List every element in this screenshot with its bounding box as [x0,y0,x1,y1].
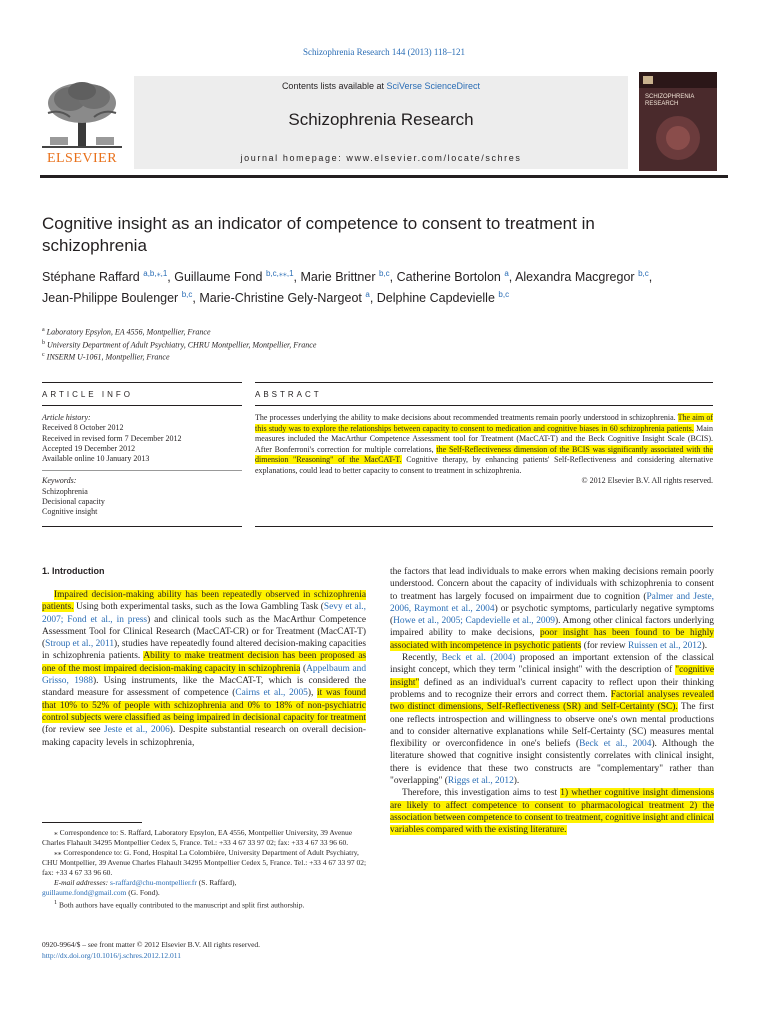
intro-right-column [390,566,714,837]
journal-title: Schizophrenia Research [288,110,474,129]
text-span: The first one reflects introspection and willingness to observe one's own mental productions and to consider alternative explanations while Self-Certainty (SC) measures mental flexibility or overconfidence in one's beliefs ( [390,702,714,750]
cover-title: SCHIZOPHRENIA RESEARCH [645,94,695,107]
journal-header-band [134,76,628,169]
equal-contribution-footnote: $^1$ Both authors have equally contributed to the manuscript and split first authorship. [54,899,305,910]
copyright-notice: © 2012 Elsevier B.V. All rights reserved. [581,476,713,485]
text-span: ). Although the literature showed that cognitive insight consistently correlates with clinical insight, there is evidence that these two constructs are "complementary" rather than "overlapping" ( [390,739,714,787]
footnote-text: Correspondence to: G. Fond, Hospital La Colombière, University Department of Adult Psychiatry, CHU Montpellier, 39 Avenue Charles Flahault 34295 Montpellier Cedex 5, France. Tel.: +33 4 67 33 97 02; fax: +33 4 67 33 96 60. [42,848,367,877]
keyword-item: Schizophrenia [42,486,88,496]
abstract-rule [255,382,713,383]
text-span: ). Among other clinical factors underlying impaired ability to make decisions, [390,616,714,639]
affiliation-list [42,325,682,363]
header-rule [40,175,728,178]
text-span: ). Despite substantial research on overall decision-making capacity levels in schizophrenia, [42,725,366,748]
info-rule-2 [42,405,242,406]
author-affiliation-marks[interactable]: a,b,⁎,1 [143,269,168,278]
affiliation-text: Laboratory Epsylon, EA 4556, Montpellier, France [46,327,211,337]
text-span: Main measures included the MacArthur Competence Assessment tool for Treatment (MacCAT-T) and the Beck Cognitive Insight Scale (BCIS). After Bonferroni's correction for multiple correlations, [255,423,713,454]
text-span: (for review [581,640,628,651]
citation-link[interactable]: Beck et al., 2004 [579,739,652,750]
correspondence-footnote [42,848,370,878]
text-span: ). [513,776,520,787]
intro-paragraph-3 [390,652,714,787]
info-rule [42,382,242,383]
history-item: Received 8 October 2012 [42,423,124,433]
author-affiliation-marks[interactable]: b,c [498,290,510,300]
history-list [42,423,242,464]
citation-link[interactable]: Palmer and Jeste, 2006, Raymont et al., 2004 [390,591,714,614]
author-name: Marie-Christine Gely-Nargeot [199,291,362,306]
elsevier-logo [40,79,124,167]
footnote-mark: ⁎ [54,828,58,837]
footnote-text: Correspondence to: S. Raffard, Laboratory Epsylon, EA 4556, Montpellier University, 39 Avenue Charles Flahault 34295 Montpellier Cedex 5, France. Tel.: +33 4 67 33 97 02; fax: +33 4 67 33 96 60. [42,828,353,847]
highlighted-text: poor insight has been found to be highly associated with incompetence in psychotic patients [390,628,714,651]
info-divider [42,470,242,471]
intro-paragraph-2 [390,566,714,652]
author-name: Delphine Capdevielle [376,291,495,306]
affiliation-line [42,350,682,363]
intro-paragraph-1 [42,589,366,749]
text-span: ). Using instruments, like the MacCAT-T, which is considered the standard measure for assessment of competence ( [42,676,366,699]
affiliation-line [42,338,682,351]
correspondence-footnotes [42,828,370,878]
text-span: the factors that lead individuals to make errors when making decisions remain poorly understood. Concern about the capacity of individuals with schizophrenia to consent to treatment has largely focused on impairment due to cognition ( [390,567,714,602]
info-bottom-rule [42,526,242,527]
author-name: Jean-Philippe Boulenger [42,291,179,306]
elsevier-wordmark: ELSEVIER [46,151,118,166]
text-span: Using both experimental tasks, such as the Iowa Gambling Task ( [73,602,324,613]
author-affiliation-marks[interactable]: b,c [638,269,649,278]
author-affiliation-marks[interactable]: a [504,269,509,278]
keyword-list [42,487,242,518]
text-span: defined as an individual's current capacity to reflect upon their thinking problems and to recognize their errors and correct them. [390,677,714,700]
citation-link[interactable]: Appelbaum and Grisso, 1988 [42,663,367,687]
page-footer [42,940,370,961]
citation-link[interactable]: Riggs et al., 2012 [447,776,514,787]
abstract-bottom-rule [255,526,713,527]
text-span: ) or psychotic symptoms, particularly negative symptoms ( [390,603,715,627]
affiliation-line [42,325,682,338]
highlighted-text: "cognitive insight" [390,665,714,688]
contents-line: Contents lists available at SciVerse ScienceDirect [281,81,481,91]
correspondence-footnote [42,828,370,848]
citation-link[interactable]: Ruissen et al., 2012 [627,640,702,651]
abstract-heading: ABSTRACT [255,390,322,399]
section-heading-introduction: 1. Introduction [42,566,105,576]
abstract-text [255,413,713,487]
history-item: Accepted 19 December 2012 [42,443,136,453]
text-span: The processes underlying the ability to make decisions about recommended treatments remain poorly understood in schizophrenia. [255,413,678,422]
email-link-raffard[interactable]: s-raffard@chu-montpellier.fr [109,878,197,887]
citation-link[interactable]: Cairns et al., 2005 [235,688,308,699]
citation-link[interactable]: Jeste et al., 2006 [104,725,170,736]
cover-art-icon [639,72,717,171]
abstract-body [255,413,713,476]
affiliation-text: INSERM U-1061, Montpellier, France [46,352,170,362]
author-name: Guillaume Fond [174,270,263,285]
issn-line: 0920-9964/$ – see front matter © 2012 Elsevier B.V. All rights reserved. [42,940,261,949]
history-item: Available online 10 January 2013 [42,454,150,464]
citation-link[interactable]: Sevy et al., 2007; Fond et al., in press [42,602,366,625]
highlighted-text: it was found that 10% to 52% of people with schizophrenia and 0% to 18% of non-psychiatric control subjects were classified as being impaired in decisional capacity for treatment [42,688,366,723]
text-span: proposed an important extension of the classical insight concept, which they term "clinical insight" with the description of [390,653,714,676]
author-name: Catherine Bortolon [396,270,501,285]
highlighted-text: the Self-Reflectiveness dimension of the BCIS was significantly associated with the dimension "Reasoning" of the MacCAT-T. [255,444,713,464]
intro-paragraph-4 [390,787,714,836]
text-span: Therefore, this investigation aims to test [402,788,561,799]
citation-link[interactable]: Howe et al., 2005; Capdevielle et al., 2009 [393,616,555,627]
author-name: Stéphane Raffard [42,270,140,285]
email-link-fond[interactable]: guillaume.fond@gmail.com [42,888,127,897]
highlighted-text: Factorial analyses revealed two distinct dimensions, Self-Reflectiveness (SR) and Self-Certainty (SC). [390,689,714,713]
keyword-item: Decisional capacity [42,497,105,507]
text-span: ) and clinical tools such as the MacArthur Competence Assessment Tool for Clinical Research (MacCAT-CR) or for Treatment (MacCAT-T) ( [42,614,367,650]
sciencedirect-link[interactable]: SciVerse ScienceDirect [386,81,481,91]
author-affiliation-marks[interactable]: b,c,⁎⁎,1 [265,269,294,278]
text-span: ), [307,688,317,699]
citation-link[interactable]: Stroup et al., 2011 [45,639,115,650]
author-name: Alexandra Macgregor [515,270,635,285]
footnote-rule [42,822,142,823]
affiliation-text: University Department of Adult Psychiatry, CHRU Montpellier, Montpellier, France [47,340,317,350]
text-span: (for review see [42,725,105,736]
text-span: ), studies have repeatedly found altered decision-making capacities in schizophrenia patients. [42,639,367,662]
author-affiliation-marks[interactable]: b,c [379,269,390,278]
journal-citation[interactable]: Schizophrenia Research 144 (2013) 118–121 [302,47,466,57]
author-list: Stéphane Raffard $^{a,b,⁎,1}$, Guillaume Fond $^{b,c,⁎⁎,1}$, Marie Brittner $^{b,c}$, Catherine Bortolon $^a$, Alexandra Macgregor $^{b,c}$, Jean-Philippe Boulenger $^{b,c}$, Marie-Christine Gely-Nargeot $^a$, Delphine Capdevielle $^{b,c}$ [42,269,653,306]
citation-link[interactable]: Beck et al. (2004) [441,653,516,664]
author-affiliation-marks[interactable]: a [365,290,370,300]
footnote-mark: ⁎⁎ [54,848,62,857]
text-span: ( [300,663,307,674]
elsevier-tree-icon [40,79,124,149]
article-info [42,413,242,518]
keyword-item: Cognitive insight [42,507,98,517]
journal-homepage[interactable]: journal homepage: www.elsevier.com/locate/schres [240,153,522,163]
highlighted-text: The aim of this study was to explore the relationships between capacity to consent to medication and cognitive biases in 60 schizophrenia patients. [255,413,713,433]
author-affiliation-marks[interactable]: b,c [181,290,193,300]
text-span: Recently, [402,653,442,664]
journal-cover-thumbnail[interactable] [639,72,717,171]
text-span: Cognitive therapy, by enhancing patients' Self-Reflectiveness and considering alternative explanations, could lead to better capacity to consent to treatment in schizophrenia. [255,455,714,475]
paper-title: Cognitive insight as an indicator of competence to consent to treatment in schizophrenia [42,214,595,255]
doi-link[interactable]: http://dx.doi.org/10.1016/j.schres.2012.12.011 [42,950,181,960]
article-info-heading: ARTICLE INFO [42,390,133,399]
text-span: ). [701,640,708,651]
affiliation-mark: c [42,352,45,359]
email-footnote: E-mail addresses: s-raffard@chu-montpellier.fr (S. Raffard), guillaume.fond@gmail.com (G. Fond). [42,878,237,897]
footnotes [42,828,370,911]
history-label: Article history: [42,413,91,422]
highlighted-text: Ability to make treatment decision has been proposed as one of the most impaired decision-making capacity in schizophrenia [42,651,367,674]
author-name: Marie Brittner [300,270,376,285]
affiliation-mark: b [42,339,45,346]
affiliation-mark: a [42,327,45,333]
history-item: Received in revised form 7 December 2012 [42,433,182,443]
highlighted-text: Impaired decision-making ability has been repeatedly observed in schizophrenia patients. [42,590,366,613]
keywords-label: Keywords: [42,476,77,486]
highlighted-text: 1) whether cognitive insight dimensions are likely to affect competence to consent to pharmacological treatment 2) the association between competence to consent to treatment, cognitive insight and clinical variables compared with the existing literature. [390,788,715,836]
intro-left-column [42,589,366,749]
abstract-rule-2 [255,405,713,406]
